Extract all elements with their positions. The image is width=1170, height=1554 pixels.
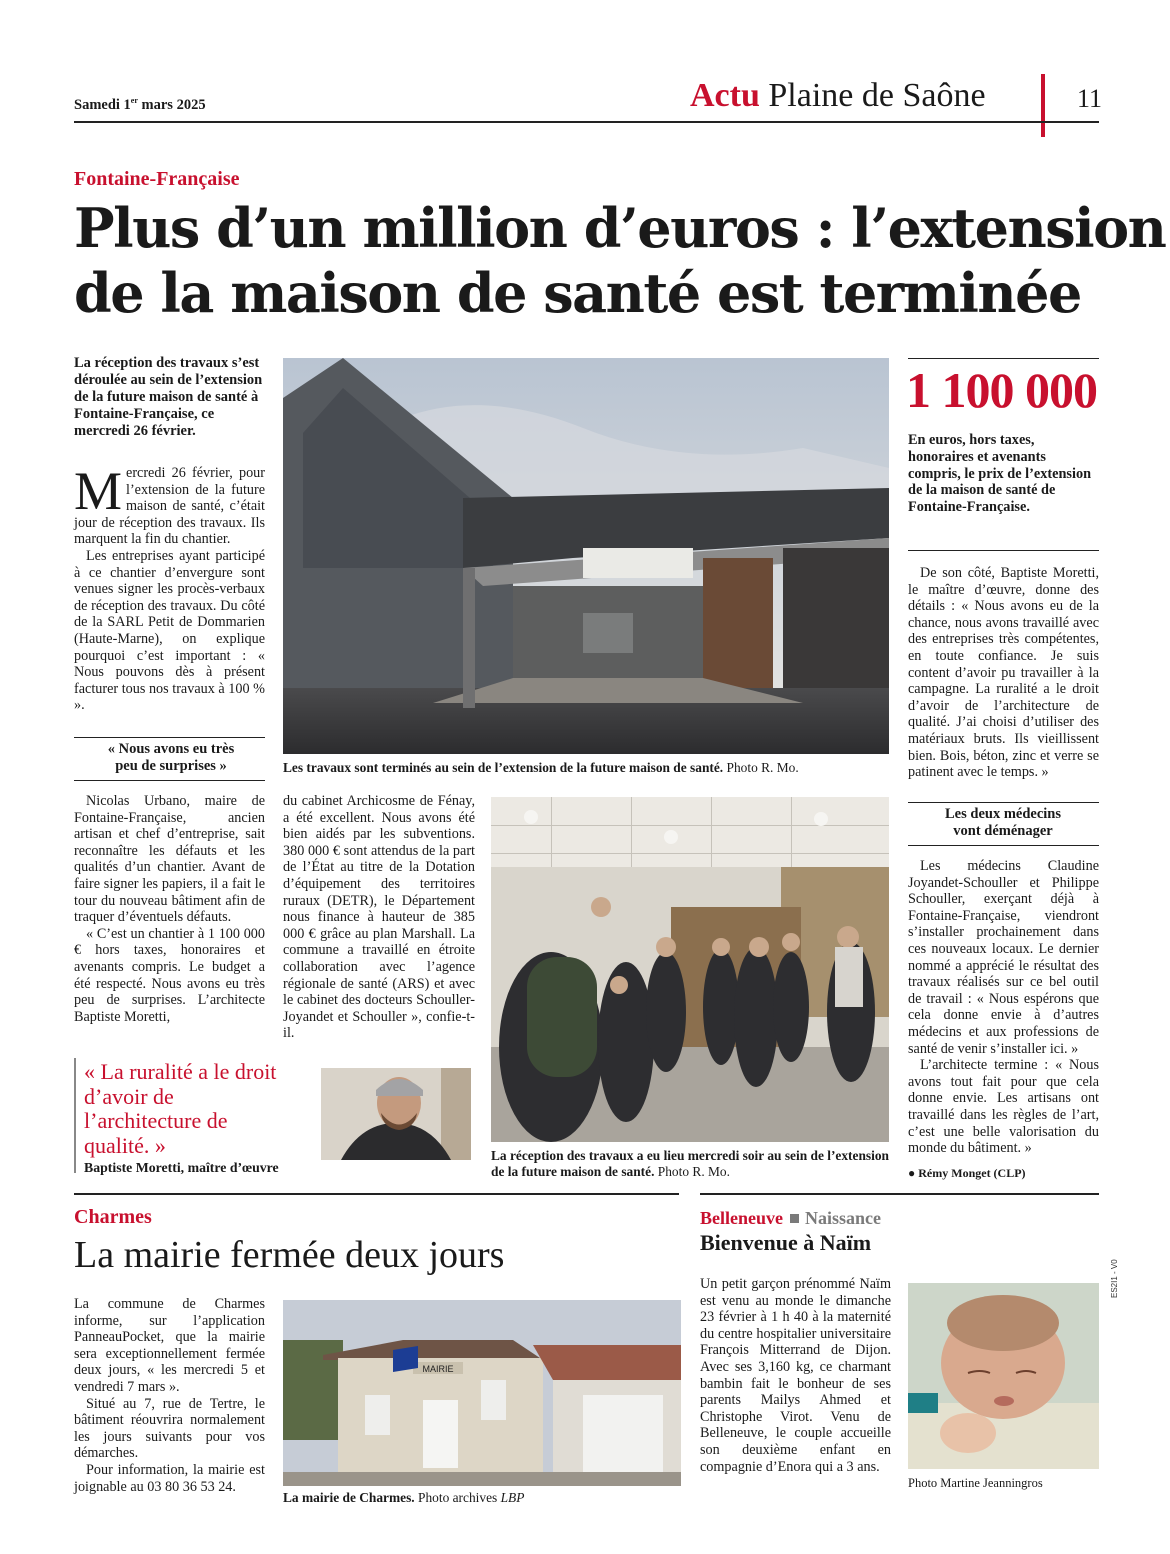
photo-architect-portrait — [321, 1068, 471, 1160]
column-1-body: Mercredi 26 février, pour l’extension de la future maison de santé, c’était jour de réception des travaux. Ils marquent la fin du chantier. Les entreprises ayant participé à ce chantier d’envergure sont venues signer les procès-verbaux de réception des travaux. Du côté de la SARL Petit de Dommarien (Haute-Marne), on explique pourquoi c’est important : « Nous pouvons dès à présent facturer tous nos travaux à 100 % ». — [74, 461, 265, 714]
drop-cap: M — [74, 461, 123, 521]
belleneuve-headline: Bienvenue à Naïm — [700, 1230, 872, 1255]
belleneuve-kicker-line — [700, 1208, 881, 1229]
main-headline — [74, 196, 1166, 326]
belleneuve-body — [700, 1276, 891, 1475]
figure-box-rule-top — [908, 358, 1099, 359]
column-1-body-2 — [74, 793, 265, 1025]
edition-code: ES2I1 - V0 — [1110, 1259, 1119, 1298]
charmes-headline: La mairie fermée deux jours — [74, 1234, 505, 1276]
headline-line-1: Plus d’un million d’euros : l’extension — [74, 196, 1166, 260]
paragraph: Pour information, la mairie est joignable au 03 80 36 53 24. — [74, 1461, 265, 1495]
paragraph: Un petit garçon prénommé Naïm est venu au monde le dimanche 23 février à 1 h 40 à la maternité du centre hospitalier universitaire François Mitterrand de Dijon. Avec ses 3,160 kg, ce charmant bambin fait le bonheur de ses parents Mailys Ahmed et Christophe Virot. Venu de Belleneuve, le couple accueille son deuxième enfant en compagnie d’Enora qui a 3 ans. — [700, 1276, 891, 1475]
subhead-surprises: « Nous avons eu très peu de surprises » — [107, 741, 235, 774]
region-label: Plaine de Saône — [768, 77, 986, 114]
belleneuve-kicker: Belleneuve — [700, 1208, 783, 1228]
charmes-body — [74, 1296, 265, 1495]
quote-author: Baptiste Moretti, maître d’œuvre — [84, 1160, 279, 1175]
charmes-kicker: Charmes — [74, 1206, 152, 1228]
paragraph: L’architecte termine : « Nous avons tout fait pour que cela donne envie. Les artisans ont travaillé dans les règles de l’art, c’est une belle valorisation du monde du bâtiment. » — [908, 1057, 1099, 1157]
photo-newborn — [908, 1283, 1099, 1469]
headline-line-2: de la maison de santé est terminée — [74, 261, 1081, 325]
section-separator-left — [74, 1193, 679, 1195]
charmes-photo-caption: La mairie de Charmes. Photo archives LBP — [283, 1490, 525, 1505]
main-kicker: Fontaine-Française — [74, 168, 240, 190]
pull-quote: « La ruralité a le droit d’avoir de l’architecture de qualité. » — [84, 1059, 277, 1158]
column-2-body — [283, 793, 475, 1042]
quote-bar — [74, 1058, 76, 1173]
kicker-square-icon — [790, 1214, 799, 1223]
byline-bullet: ● — [908, 1166, 919, 1180]
header-rule — [74, 121, 1099, 123]
photo-2-caption: La réception des travaux a eu lieu mercredi soir au sein de l’extension de la future maison de santé. Photo R. Mo. — [491, 1148, 889, 1179]
header-red-bar — [1041, 74, 1045, 137]
paragraph: Les entreprises ayant participé à ce chantier d’envergure sont venues signer les procès-verbaux de réception des travaux. Du côté de la SARL Petit de Dommarien (Haute-Marne), on explique pourquoi c’est important : « Nous pouvons dès à présent facturer tous nos travaux à 100 % ». — [74, 547, 265, 714]
column-right-body — [908, 565, 1099, 781]
subhead-doctors: Les deux médecins vont déménager — [945, 806, 1061, 839]
page-number: 11 — [1077, 84, 1103, 113]
belleneuve-photo-credit: Photo Martine Jeanningros — [908, 1476, 1043, 1490]
subhead2-rule-top — [908, 802, 1099, 803]
photo-1-caption: Les travaux sont terminés au sein de l’extension de la future maison de santé. Photo R. Mo. — [283, 760, 799, 775]
paragraph: « C’est un chantier à 1 100 000 € hors taxes, honoraires et avenants compris. Le budget a été respecté. Nous avons eu très peu de surprises. L’architecte Baptiste Moretti, — [74, 925, 265, 1025]
section-label: Actu — [690, 77, 760, 114]
article-lead: La réception des travaux s’est déroulée au sein de l’extension de la future maison de santé à Fontaine-Française, ce mercredi 26 février. — [74, 355, 263, 439]
subhead2-rule-bottom — [908, 845, 1099, 846]
town-hall-sign: MAIRIE — [422, 1364, 454, 1374]
byline: ● Rémy Monget (CLP) — [908, 1166, 1026, 1180]
photo-charmes-town-hall — [283, 1300, 681, 1486]
photo-reception-interior — [491, 797, 889, 1142]
subhead-rule-bottom — [74, 780, 265, 781]
figure-box-rule-bottom — [908, 550, 1099, 551]
paragraph: La commune de Charmes informe, sur l’application PanneauPocket, que la mairie sera exceptionnellement fermée deux jours, « les mercredi 5 et vendredi 7 mars ». — [74, 1296, 265, 1395]
column-right-body-2 — [908, 858, 1099, 1157]
paragraph: Nicolas Urbano, maire de Fontaine-Française, ancien artisan et chef d’entreprise, sait reconnaître les défauts et les qualités d’un chantier. Avant de faire signer les papiers, il a fait le tour du nouveau bâtiment afin de traquer d’éventuels défauts. — [74, 793, 265, 926]
paragraph: Les médecins Claudine Joyandet-Schouller et Philippe Schouller, exerçant déjà à Fontaine-Française, viendront s’installer prochainement dans ces nouveaux locaux. Le dernier nommé a apprécié le résultat des travaux réalisés sur ce bel outil de travail : « Nous espérons que cela donne envie à d’autres médecins et aux professions de santé de venir s’installer ici. » — [908, 858, 1099, 1057]
subhead-rule-top — [74, 737, 265, 738]
header-date: Samedi 1er mars 2025 — [74, 96, 206, 113]
section-title — [690, 76, 986, 116]
big-number-description: En euros, hors taxes, honoraires et avenants compris, le prix de l’extension de la maison de santé de Fontaine-Française. — [908, 432, 1092, 516]
belleneuve-category: Naissance — [805, 1208, 881, 1228]
paragraph: du cabinet Archicosme de Fénay, a été excellent. Nous avons été bien aidés par les subventions. 380 000 € sont attendus de la part de l’État au titre de la Dotation d’équipement des territoires ruraux (DETR), le Département nous finance à hauteur de 385 000 € grâce au plan Marshall. La commune a travaillé en étroite collaboration avec l’agence régionale de santé (ARS) et avec le cabinet des docteurs Schouller-Joyandet et Schouller », confie-t-il. — [283, 793, 475, 1042]
paragraph: Situé au 7, rue de Tertre, le bâtiment réouvrira normalement les jours suivants pour vos démarches. — [74, 1395, 265, 1462]
photo-health-center-exterior — [283, 358, 889, 754]
section-separator-right — [700, 1193, 1099, 1195]
big-number: 1 100 000 — [906, 362, 1097, 418]
paragraph: De son côté, Baptiste Moretti, le maître d’œuvre, donne des détails : « Nous avons eu de la chance, nous avons travaillé avec des entreprises très compétentes, en toute confiance. Je suis content d’avoir pu travailler à la campagne. La ruralité a le droit d’avoir de l’architecture de qualité. J’ai choisi d’utiliser des matériaux bruts. Ils vieillissent bien. Bois, béton, zinc et verre se patinent avec le temps. » — [908, 565, 1099, 781]
